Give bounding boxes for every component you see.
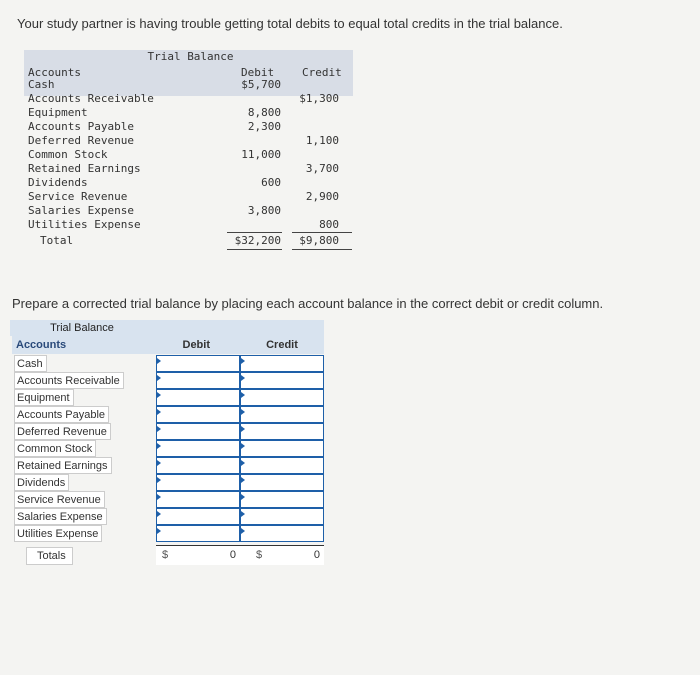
credit-input[interactable] xyxy=(240,423,324,440)
account-name: Retained Earnings xyxy=(14,457,112,474)
account-name: Service Revenue xyxy=(14,491,105,508)
given-total-debit-rule xyxy=(227,232,282,233)
account-row xyxy=(10,423,324,440)
credit-input[interactable] xyxy=(240,457,324,474)
given-row xyxy=(24,134,353,148)
credit-input[interactable] xyxy=(240,355,324,372)
given-debit: $5,700 xyxy=(241,78,281,91)
given-account: Retained Earnings xyxy=(28,162,141,175)
account-name: Dividends xyxy=(14,474,69,491)
given-row xyxy=(24,120,353,134)
instruction-text: Prepare a corrected trial balance by placing each account balance in the correct debit or credit column. xyxy=(12,296,604,311)
given-credit: 3,700 xyxy=(305,162,339,175)
given-title xyxy=(24,50,353,64)
given-trial-balance xyxy=(24,50,353,247)
given-total-credit-underline xyxy=(292,249,352,250)
given-account: Accounts Receivable xyxy=(28,92,154,105)
debit-input[interactable] xyxy=(156,457,240,474)
given-total-debit-underline xyxy=(227,249,282,250)
given-total-label: Total xyxy=(40,234,74,247)
header-accounts: Accounts xyxy=(12,336,156,354)
account-name: Accounts Payable xyxy=(14,406,109,423)
given-credit: 2,900 xyxy=(305,190,339,203)
debit-input[interactable] xyxy=(156,508,240,525)
header-credit: Credit xyxy=(240,336,324,354)
given-row xyxy=(24,204,353,218)
given-account: Equipment xyxy=(28,106,88,119)
debit-total-value: 0 xyxy=(229,549,236,561)
account-name: Cash xyxy=(14,355,47,372)
credit-total xyxy=(240,545,324,565)
credit-input[interactable] xyxy=(240,474,324,491)
account-name: Common Stock xyxy=(14,440,96,457)
given-row xyxy=(24,148,353,162)
account-row xyxy=(10,491,324,508)
debit-input[interactable] xyxy=(156,491,240,508)
given-credit: 800 xyxy=(319,218,339,231)
given-row xyxy=(24,176,353,190)
account-name: Deferred Revenue xyxy=(14,423,111,440)
credit-total-value: 0 xyxy=(313,549,320,561)
account-row xyxy=(10,406,324,423)
totals-label: Totals xyxy=(26,547,73,565)
given-credit: 1,100 xyxy=(305,134,339,147)
credit-input[interactable] xyxy=(240,406,324,423)
debit-input[interactable] xyxy=(156,474,240,491)
given-account: Accounts Payable xyxy=(28,120,134,133)
account-row xyxy=(10,457,324,474)
account-row xyxy=(10,440,324,457)
given-header-debit: Debit xyxy=(241,66,275,79)
given-total-debit: $32,200 xyxy=(234,234,281,247)
account-row xyxy=(10,372,324,389)
debit-input[interactable] xyxy=(156,355,240,372)
given-account: Service Revenue xyxy=(28,190,128,203)
debit-input[interactable] xyxy=(156,440,240,457)
given-account: Cash xyxy=(28,78,55,91)
totals-row xyxy=(10,545,324,565)
account-name: Utilities Expense xyxy=(14,525,102,542)
debit-input[interactable] xyxy=(156,389,240,406)
credit-input[interactable] xyxy=(240,372,324,389)
given-credit: $1,300 xyxy=(299,92,339,105)
given-row xyxy=(24,162,353,176)
corrected-title xyxy=(10,320,324,336)
given-debit: 8,800 xyxy=(247,106,281,119)
given-row xyxy=(24,218,353,232)
given-row xyxy=(24,190,353,204)
given-row xyxy=(24,78,353,92)
given-total-row xyxy=(24,234,353,248)
debit-input[interactable] xyxy=(156,406,240,423)
given-header-credit: Credit xyxy=(302,66,342,79)
account-row xyxy=(10,355,324,372)
credit-input[interactable] xyxy=(240,491,324,508)
given-total-credit-rule xyxy=(292,232,352,233)
header-debit: Debit xyxy=(156,336,240,354)
account-row xyxy=(10,474,324,491)
given-row xyxy=(24,106,353,120)
credit-total-currency: $ xyxy=(256,549,263,561)
account-row xyxy=(10,389,324,406)
given-account: Common Stock xyxy=(28,148,108,161)
given-row xyxy=(24,92,353,106)
given-debit: 3,800 xyxy=(247,204,281,217)
account-name: Equipment xyxy=(14,389,74,406)
given-debit: 600 xyxy=(261,176,281,189)
given-debit: 2,300 xyxy=(247,120,281,133)
debit-input[interactable] xyxy=(156,372,240,389)
given-debit: 11,000 xyxy=(241,148,281,161)
account-name: Accounts Receivable xyxy=(14,372,124,389)
account-row xyxy=(10,508,324,525)
given-title-text: Trial Balance xyxy=(147,50,234,63)
given-header-accounts: Accounts xyxy=(28,66,81,79)
given-account: Dividends xyxy=(28,176,88,189)
credit-input[interactable] xyxy=(240,525,324,542)
account-row xyxy=(10,525,324,542)
problem-intro-text: Your study partner is having trouble getting total debits to equal total credits in the trial balance. xyxy=(17,16,563,31)
debit-input[interactable] xyxy=(156,423,240,440)
debit-total xyxy=(156,545,240,565)
corrected-title-text: Trial Balance xyxy=(50,322,114,334)
debit-total-currency: $ xyxy=(162,549,169,561)
account-name: Salaries Expense xyxy=(14,508,107,525)
given-total-credit: $9,800 xyxy=(299,234,339,247)
given-account: Deferred Revenue xyxy=(28,134,134,147)
given-account: Utilities Expense xyxy=(28,218,141,231)
given-account: Salaries Expense xyxy=(28,204,134,217)
credit-input[interactable] xyxy=(240,508,324,525)
credit-input[interactable] xyxy=(240,440,324,457)
credit-input[interactable] xyxy=(240,389,324,406)
debit-input[interactable] xyxy=(156,525,240,542)
